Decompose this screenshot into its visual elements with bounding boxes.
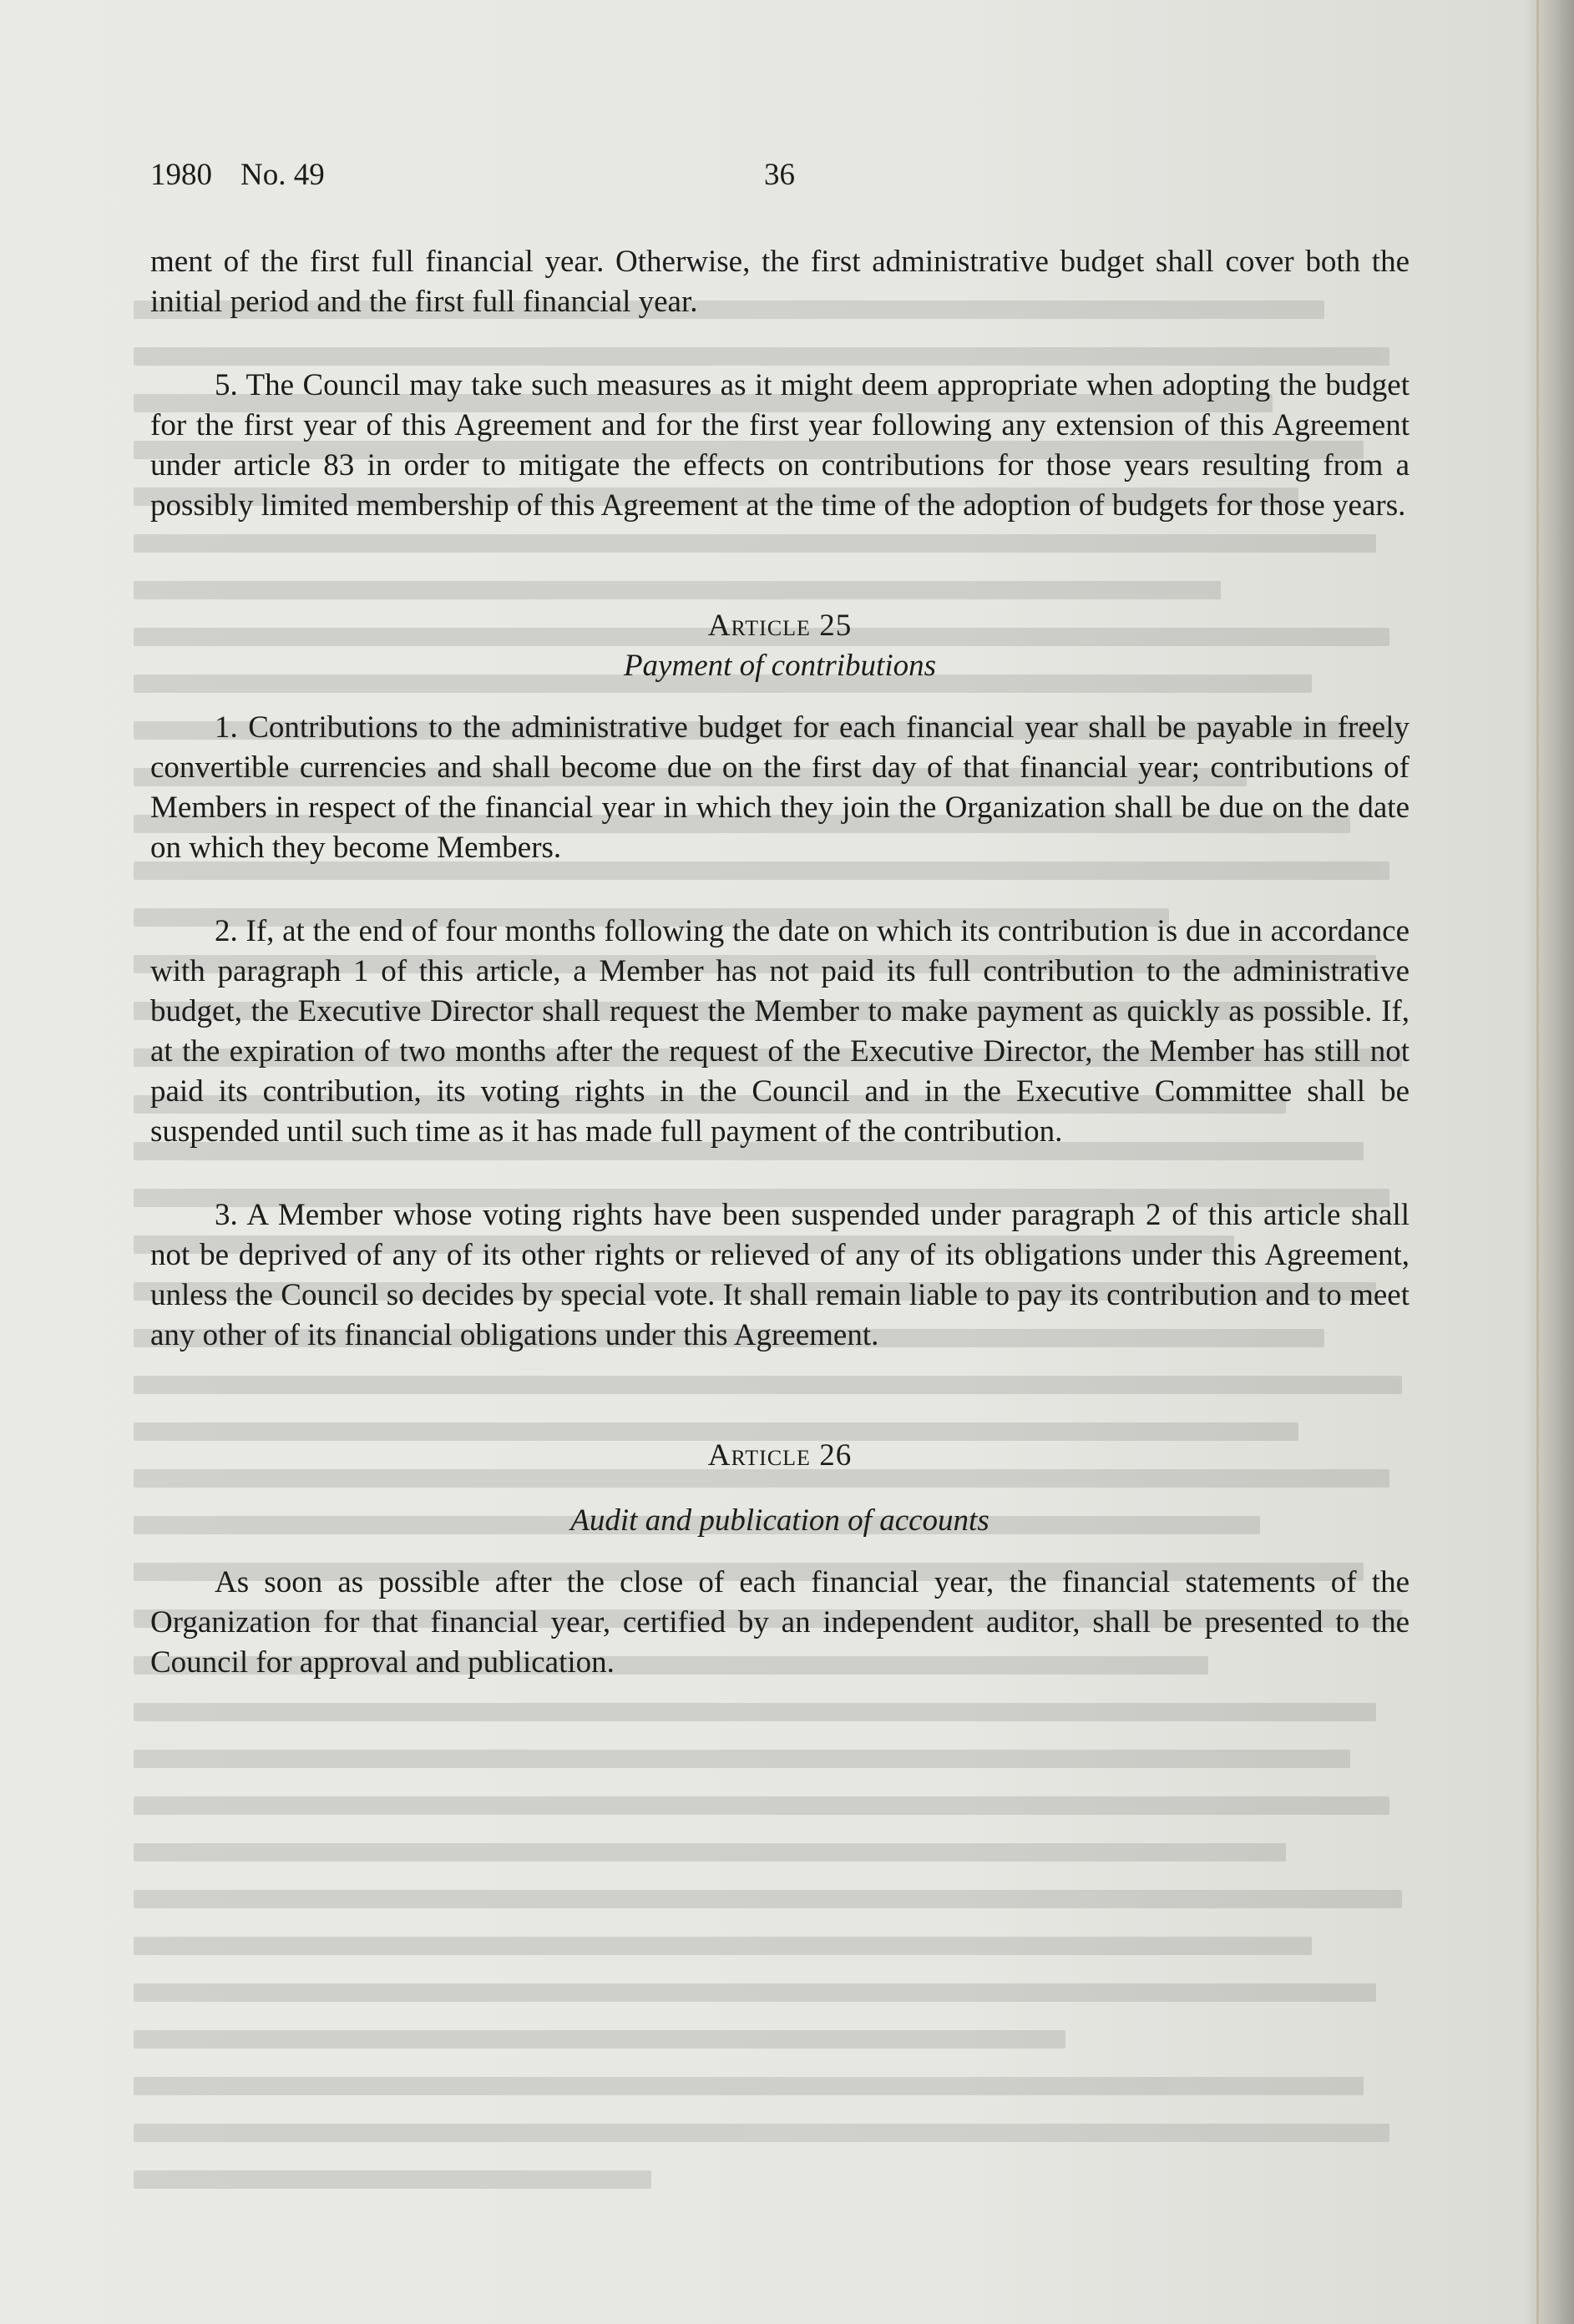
header-citation bbox=[150, 157, 325, 193]
article-25-paragraph-3: 3. A Member whose voting rights have been suspended under paragraph 2 of this article shall not be deprived of any of its other rights or relieved of any of its obligations under this Agreement, unless the Council so decides by special vote. It shall remain liable to pay its contribution and to meet any other of its financial obligations under this Agreement. bbox=[150, 1198, 1410, 1352]
continued-paragraph: ment of the first full financial year. Otherwise, the first administrative budget shall cover both the initial period and the first full financial year. bbox=[150, 245, 1410, 319]
page-number: 36 bbox=[764, 158, 795, 192]
article-26-subtitle: Audit and publication of accounts bbox=[570, 1503, 989, 1538]
article-26-heading: Article 26 bbox=[707, 1438, 853, 1473]
paragraph-5: 5. The Council may take such measures as it might deem appropriate when adopting the budget for the first year of this Agreement and for the first year following any extension of this Agreement under article 83 in order to mitigate the effects on contributions for those years resulting from a possibly limited membership of this Agreement at the time of the adoption of budgets for those years. bbox=[150, 368, 1410, 523]
document-body bbox=[150, 242, 1410, 1683]
article-25-heading: Article 25 bbox=[707, 609, 853, 643]
page-edge-line bbox=[1536, 0, 1539, 2324]
header-number: No. 49 bbox=[240, 158, 325, 192]
header-year: 1980 bbox=[150, 158, 212, 192]
page-edge-shadow bbox=[1524, 0, 1574, 2324]
article-25-paragraph-2: 2. If, at the end of four months following the date on which its contribution is due in accordance with paragraph 1 of this article, a Member has not paid its full contribution to the administrative budget, the Executive Director shall request the Member to make payment as quickly as possible. If, at the expiration of two months after the request of the Executive Director, the Member has still not paid its contribution, its voting rights in the Council and in the Executive Committee shall be suspended until such time as it has made full payment of the contribution. bbox=[150, 914, 1410, 1149]
article-25-paragraph-1: 1. Contributions to the administrative budget for each financial year shall be payable in freely convertible currencies and shall become due on the first day of that financial year; contributions of Members in respect of the financial year in which they join the Organization shall be due on the date on which they become Members. bbox=[150, 710, 1410, 865]
article-26-paragraph-1: As soon as possible after the close of each financial year, the financial statements of the Organization for that financial year, certified by an independent auditor, shall be presented to the Council for approval and publication. bbox=[150, 1565, 1410, 1680]
article-25-subtitle: Payment of contributions bbox=[623, 649, 937, 683]
